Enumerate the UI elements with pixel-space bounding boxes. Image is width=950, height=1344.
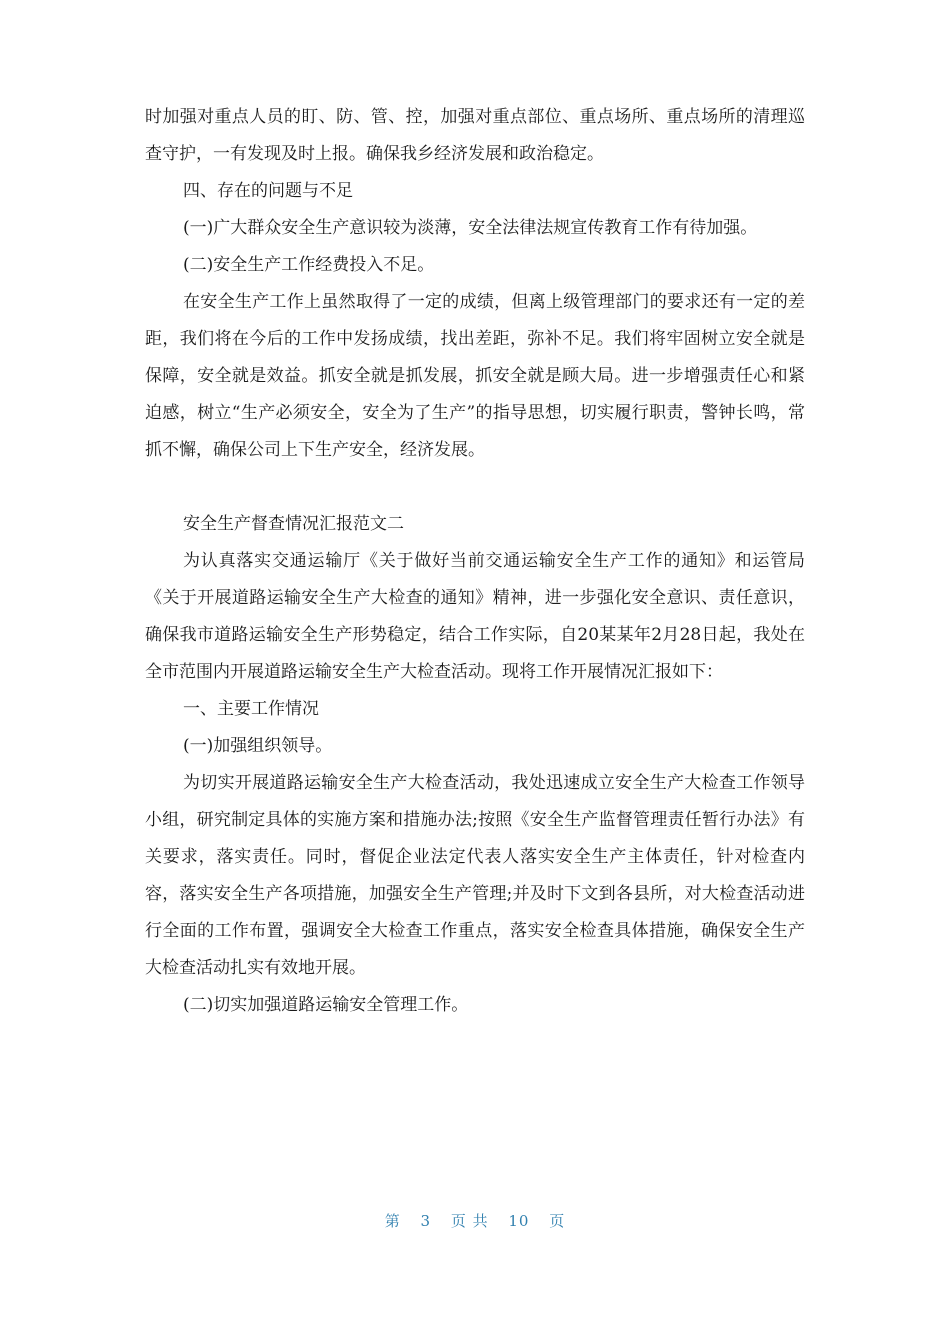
footer-label-pages: 页	[549, 1212, 566, 1230]
section-heading: 四、存在的问题与不足	[183, 181, 353, 201]
paragraph: (一)加强组织领导。	[183, 736, 333, 756]
page-footer	[0, 1210, 950, 1231]
paragraph: 时加强对重点人员的盯、防、管、控，加强对重点部位、重点场所、重点场所的清理巡查守护，一有发现及时上报。确保我乡经济发展和政治稳定。	[145, 107, 805, 164]
paragraph: 为认真落实交通运输厅《关于做好当前交通运输安全生产工作的通知》和运管局《关于开展道路运输安全生产大检查的通知》精神，进一步强化安全意识、责任意识，确保我市道路运输安全生产形势稳定，结合工作实际，自20某某年2月28日起，我处在全市范围内开展道路运输安全生产大检查活动。现将工作开展情况汇报如下：	[145, 551, 805, 682]
footer-label-of: 页 共	[450, 1212, 489, 1230]
paragraph: (一)广大群众安全生产意识较为淡薄，安全法律法规宣传教育工作有待加强。	[183, 218, 758, 238]
section-heading: 一、主要工作情况	[183, 699, 319, 719]
document-subtitle: 安全生产督查情况汇报范文二	[183, 514, 404, 534]
paragraph-spacer	[145, 469, 805, 506]
footer-total-pages: 10	[508, 1212, 530, 1230]
paragraph: 为切实开展道路运输安全生产大检查活动，我处迅速成立安全生产大检查工作领导小组，研究制定具体的实施方案和措施办法;按照《安全生产监督管理责任暂行办法》有关要求，落实责任。同时，督促企业法定代表人落实安全生产主体责任，针对检查内容，落实安全生产各项措施，加强安全生产管理;并及时下文到各县所，对大检查活动进行全面的工作布置，强调安全大检查工作重点，落实安全检查具体措施，确保安全生产大检查活动扎实有效地开展。	[145, 773, 805, 978]
document-body	[145, 99, 805, 1024]
paragraph: (二)切实加强道路运输安全管理工作。	[183, 995, 469, 1015]
paragraph: (二)安全生产工作经费投入不足。	[183, 255, 435, 275]
paragraph: 在安全生产工作上虽然取得了一定的成绩，但离上级管理部门的要求还有一定的差距，我们将在今后的工作中发扬成绩，找出差距，弥补不足。我们将牢固树立安全就是保障，安全就是效益。抓安全就是抓发展，抓安全就是顾大局。进一步增强责任心和紧迫感，树立“生产必须安全，安全为了生产”的指导思想，切实履行职责，警钟长鸣，常抓不懈，确保公司上下生产安全，经济发展。	[145, 292, 805, 460]
footer-current-page: 3	[420, 1212, 432, 1230]
footer-label-page: 第	[384, 1212, 401, 1230]
